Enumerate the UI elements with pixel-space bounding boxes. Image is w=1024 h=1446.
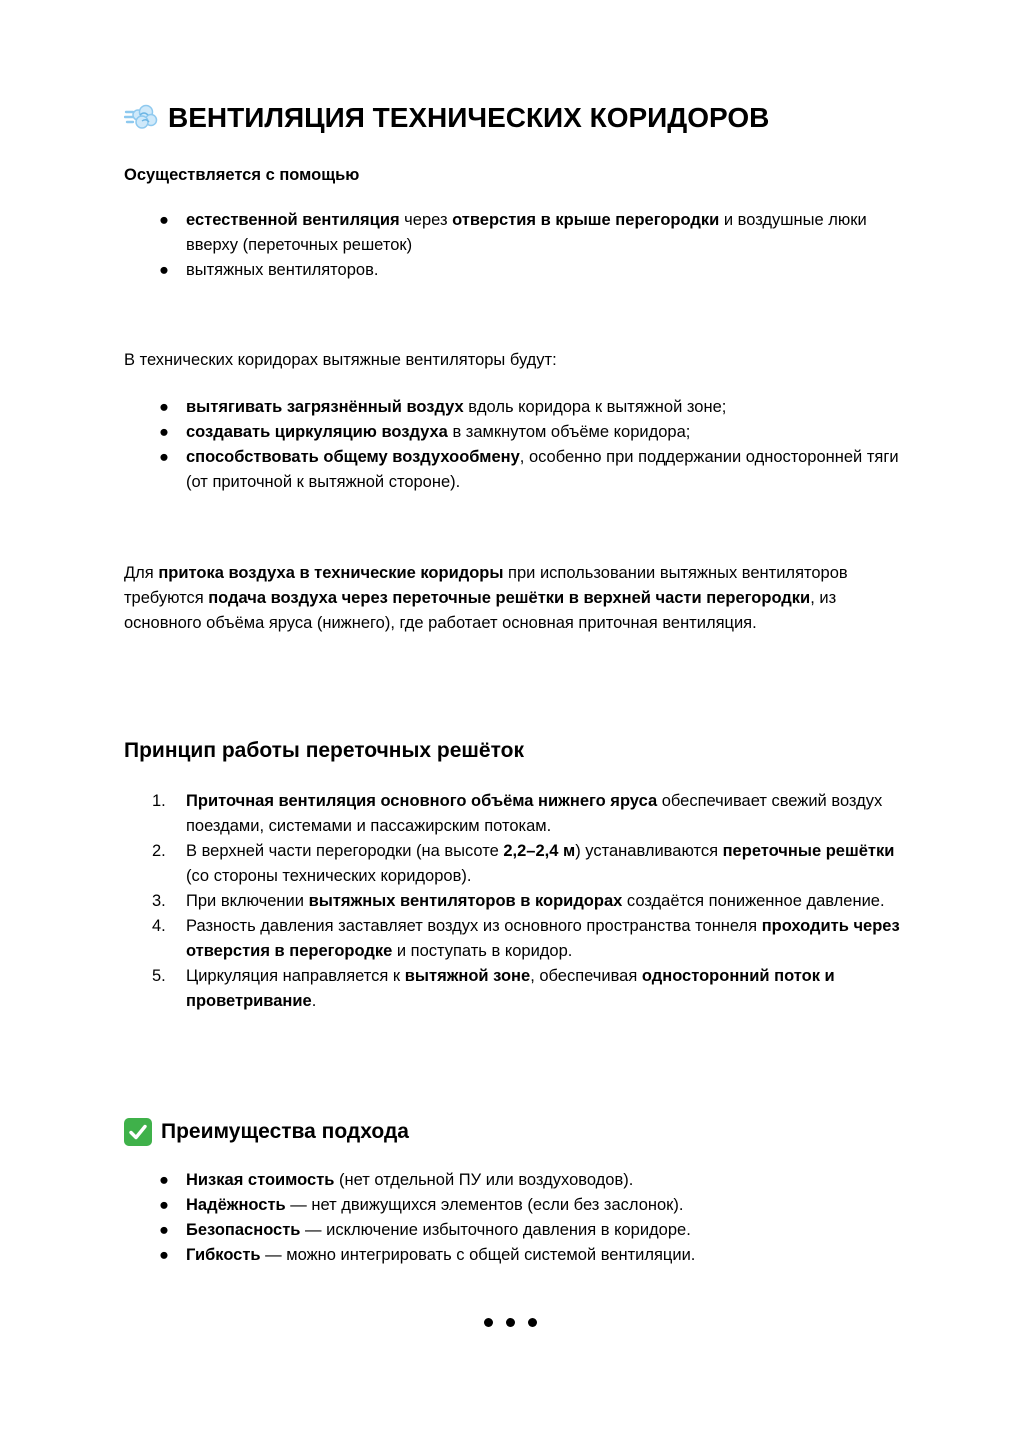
list-item: ● Низкая стоимость (нет отдельной ПУ или воздуховодов). (124, 1168, 904, 1193)
bullet-marker: ● (159, 261, 169, 279)
list-item: ● естественной вентиляция через отверстия в крыше перегородки и воздушные люки вверху (переточных решеток) (124, 208, 904, 258)
air-supply-paragraph: Для притока воздуха в технические коридоры при использовании вытяжных вентиляторов требуются подача воздуха через переточные решётки в верхней части перегородки, из основного объёма яруса (нижнего), где работает основная приточная вентиляция. (124, 564, 848, 632)
page-title (124, 102, 769, 134)
list-item: ● способствовать общему воздухообмену, особенно при поддержании односторонней тяги (от приточной к вытяжной стороне). (124, 445, 904, 495)
exhaust-fans-intro: В технических коридорах вытяжные вентиляторы будут: (124, 351, 557, 369)
list-item: ● вытягивать загрязнённый воздух вдоль коридора к вытяжной зоне; (124, 395, 904, 420)
list-item: 4. Разность давления заставляет воздух из основного пространства тоннеля проходить через отверстия в перегородке и поступать в коридор. (124, 914, 904, 964)
bullet-marker: ● (159, 1221, 169, 1239)
dot (506, 1318, 515, 1327)
dot (484, 1318, 493, 1327)
list-item: ● вытяжных вентиляторов. (124, 258, 904, 283)
bullet-marker: ● (159, 1171, 169, 1189)
list-item: ● создавать циркуляцию воздуха в замкнутом объёме коридора; (124, 420, 904, 445)
intro-text: Осуществляется с помощью (124, 166, 360, 184)
title-text: ВЕНТИЛЯЦИЯ ТЕХНИЧЕСКИХ КОРИДОРОВ (168, 102, 770, 133)
exhaust-fans-list (124, 395, 904, 495)
list-item: 1. Приточная вентиляция основного объёма нижнего яруса обеспечивает свежий воздух поездами, системами и пассажирским потокам. (124, 789, 904, 839)
number-marker: 4. (152, 917, 166, 935)
list-item: ● Безопасность — исключение избыточного давления в коридоре. (124, 1218, 904, 1243)
bullet-marker: ● (159, 423, 169, 441)
bullet-marker: ● (159, 1196, 169, 1214)
bullet-marker: ● (159, 211, 169, 229)
advantages-heading: Преимущества подхода (124, 1118, 409, 1146)
dot (528, 1318, 537, 1327)
more-dots-separator (484, 1318, 537, 1327)
list-item: 3. При включении вытяжных вентиляторов в коридорах создаётся пониженное давление. (124, 889, 904, 914)
check-mark-button-icon (124, 1118, 152, 1146)
list-item: ● Гибкость — можно интегрировать с общей системой вентиляции. (124, 1243, 904, 1268)
wind-face-icon (124, 103, 158, 133)
list-item: 5. Циркуляция направляется к вытяжной зоне, обеспечивая односторонний поток и проветривание. (124, 964, 904, 1014)
bullet-marker: ● (159, 398, 169, 416)
number-marker: 2. (152, 842, 166, 860)
bullet-marker: ● (159, 448, 169, 466)
advantages-list (124, 1168, 904, 1268)
ventilation-methods-list (124, 208, 904, 283)
principle-heading: Принцип работы переточных решёток (124, 739, 524, 762)
list-item: ● Надёжность — нет движущихся элементов (если без заслонок). (124, 1193, 904, 1218)
number-marker: 3. (152, 892, 166, 910)
number-marker: 1. (152, 792, 166, 810)
bullet-marker: ● (159, 1246, 169, 1264)
number-marker: 5. (152, 967, 166, 985)
list-item: 2. В верхней части перегородки (на высоте 2,2–2,4 м) устанавливаются переточные решётки (со стороны технических коридоров). (124, 839, 904, 889)
principle-steps-list (124, 789, 904, 1014)
